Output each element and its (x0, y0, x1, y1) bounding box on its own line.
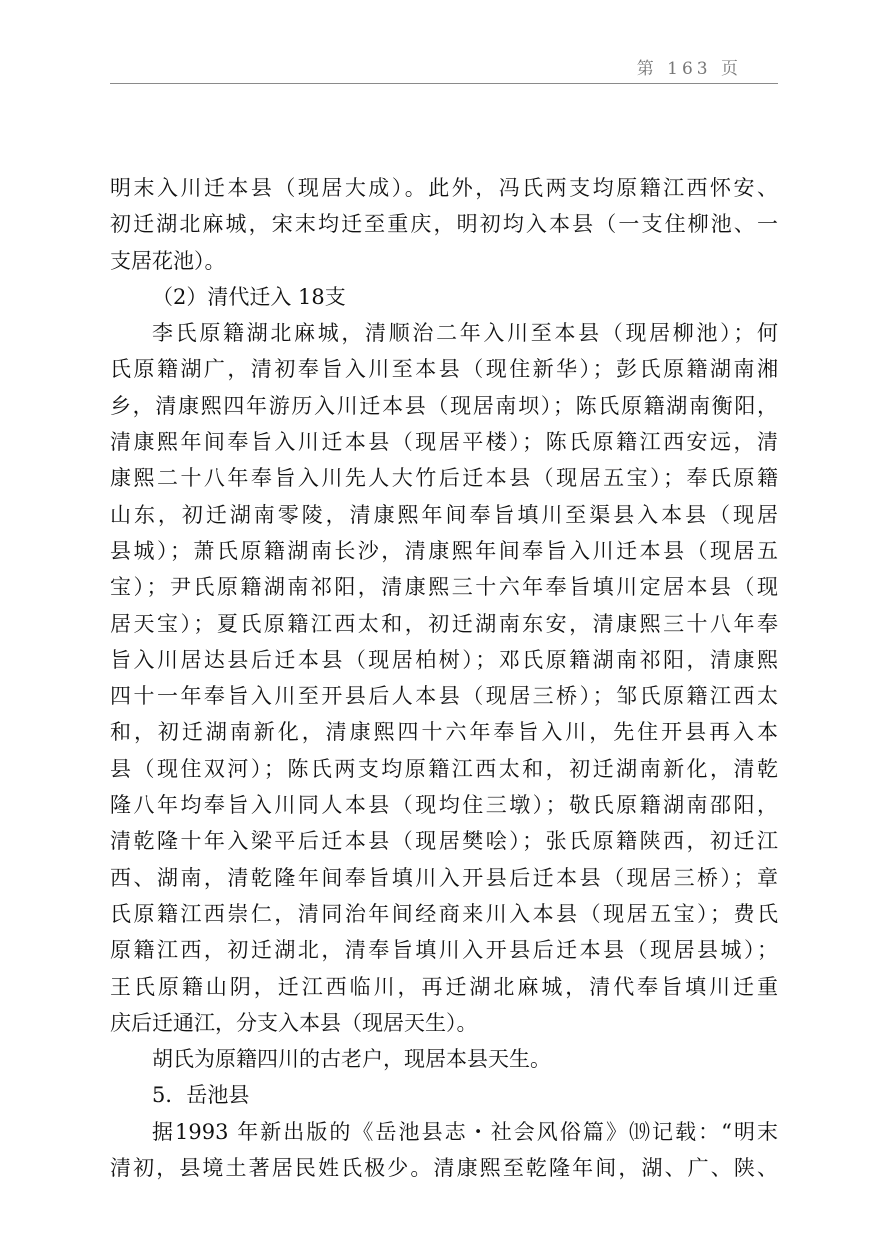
text-line: 山东，初迁湖南零陵，清康熙年间奉旨填川至渠县入本县（现居 (110, 502, 778, 527)
text-line: 王氏原籍山阴，迁江西临川，再迁湖北麻城，清代奉旨填川迁重 (110, 974, 778, 999)
text-line: 清初，县境土著居民姓氏极少。清康熙至乾隆年间，湖、广、陕、 (110, 1156, 778, 1181)
text-line: 清康熙年间奉旨入川迁本县（现居平楼）；陈氏原籍江西安远，清 (110, 430, 778, 455)
body-text (110, 170, 778, 1186)
text-line: 初迁湖北麻城，宋末均迁至重庆，明初均入本县（一支住柳池、一 (110, 212, 778, 237)
text-line: 四十一年奉旨入川至开县后人本县（现居三桥）；邹氏原籍江西太 (110, 684, 778, 709)
text-line: 氏原籍江西崇仁，清同治年间经商来川入本县（现居五宝）；费氏 (110, 901, 778, 926)
section-heading: （2）清代迁入 18支 (152, 284, 346, 309)
header-rule (110, 83, 778, 84)
text-line: 据1993 年新出版的《岳池县志・社会风俗篇》⒆记载：“明末 (152, 1119, 778, 1144)
text-line: 县城）；萧氏原籍湖南长沙，清康熙年间奉旨入川迁本县（现居五 (110, 538, 778, 563)
text-line: 康熙二十八年奉旨入川先人大竹后迁本县（现居五宝）；奉氏原籍 (110, 466, 778, 491)
text-line: 和，初迁湖南新化，清康熙四十六年奉旨入川，先住开县再入本 (110, 720, 778, 745)
section-heading: 5．岳池县 (152, 1083, 250, 1108)
text-line: 支居花池）。 (110, 248, 226, 273)
text-line: 隆八年均奉旨入川同人本县（现均住三墩）；敬氏原籍湖南邵阳， (110, 793, 778, 818)
text-line: 宝）；尹氏原籍湖南祁阳，清康熙三十六年奉旨填川定居本县（现 (110, 575, 778, 600)
text-line: 胡氏为原籍四川的古老户，现居本县天生。 (152, 1047, 551, 1072)
text-line: 氏原籍湖广，清初奉旨入川至本县（现住新华）；彭氏原籍湖南湘 (110, 357, 778, 382)
text-line: 原籍江西，初迁湖北，清奉旨填川入开县后迁本县（现居县城）； (110, 938, 778, 963)
page-header (110, 50, 778, 84)
text-line: 西、湖南，清乾隆年间奉旨填川入开县后迁本县（现居三桥）；章 (110, 865, 778, 890)
text-line: 李氏原籍湖北麻城，清顺治二年入川至本县（现居柳池）；何 (152, 321, 778, 346)
text-line: 庆后迁通江，分支入本县（现居天生）。 (110, 1010, 478, 1035)
text-line: 旨入川居达县后迁本县（现居柏树）；邓氏原籍湖南祁阳，清康熙 (110, 647, 778, 672)
page-number: 第 163 页 (636, 59, 742, 79)
text-line: 居天宝）；夏氏原籍江西太和，初迁湖南东安，清康熙三十八年奉 (110, 611, 778, 636)
text-line: 乡，清康熙四年游历入川迁本县（现居南坝）；陈氏原籍湖南衡阳， (110, 393, 778, 418)
text-line: 县（现住双河）；陈氏两支均原籍江西太和，初迁湖南新化，清乾 (110, 756, 778, 781)
text-line: 清乾隆十年入梁平后迁本县（现居樊哙）；张氏原籍陕西，初迁江 (110, 829, 778, 854)
text-line: 明末入川迁本县（现居大成）。此外，冯氏两支均原籍江西怀安、 (110, 176, 778, 200)
